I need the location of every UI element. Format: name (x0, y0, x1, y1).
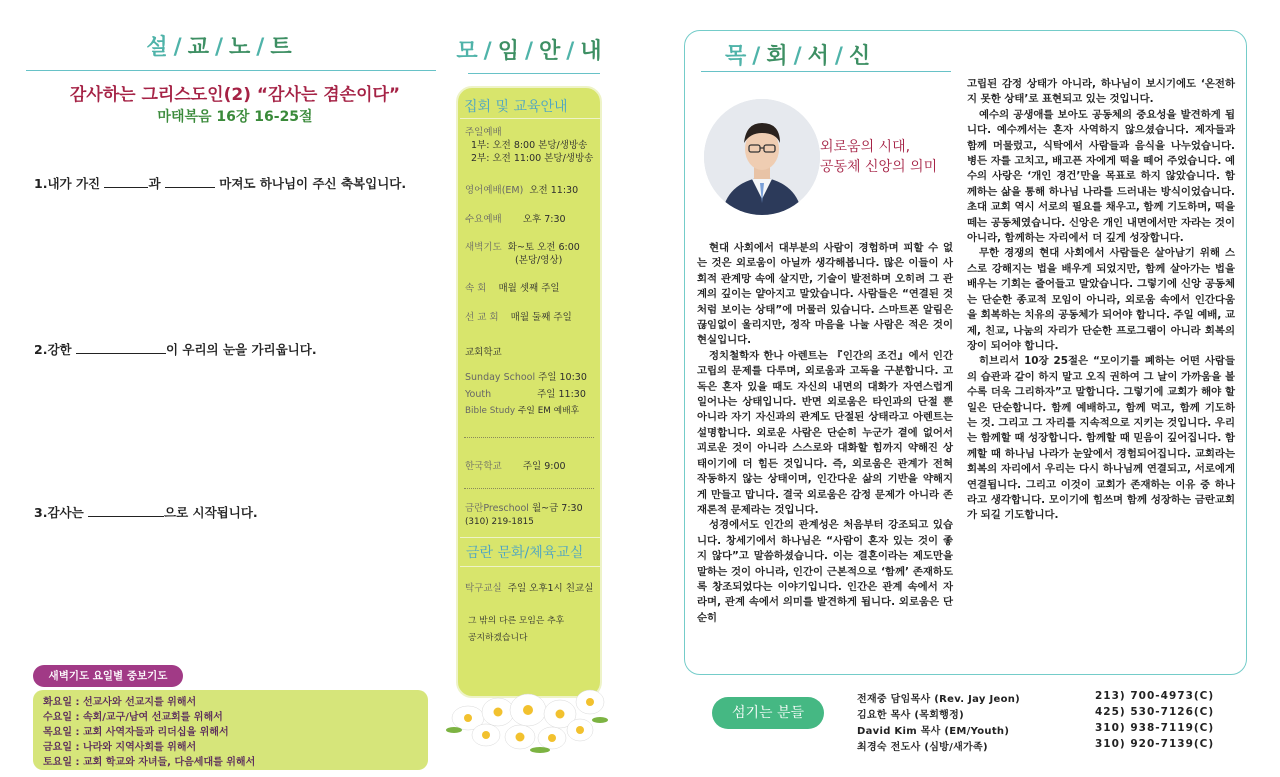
letter-body-left: 현대 사회에서 대부분의 사람이 경험하며 피할 수 없는 것은 외로움이 아닐까 생각해봅니다. 많은 이들이 사회적 관계망 속에 살지만, 기술이 발전하며 오히려 그 관계의 깊이는 얕아지고 말았습니다. 사람들은 “연결된 것처럼 보이는 상태”에 머물러 있습니다. 스마트폰 알림은 끊임없이 울리지만, 정작 마음을 나눌 사람은 적은 것이 현실입니다. 정치철학자 한나 아렌트는 『인간의 조건』에서 인간 고립의 문제를 다루며, 외로움과 고독을 구분합니다. 고독은 혼자 있을 때도 자신의 내면의 대화가 자연스럽게 일어나는 상태입니다. 반면 외로움은 타인과의 단절 뿐 아니라 자기 자신과의 관계도 단절된 상태라고 아렌트는 설명합니다. 외로운 사람은 단순히 누군가 곁에 없어서 괴로운 것이 아니라 스스로와 대화할 힘까지 약해진 상태이기에 더 힘든 것입니다. 즉, 외로움은 관계가 전혀 작동하지 않는 상태이며, 인간다운 삶의 기반을 약해지게 만들고 맙니다. 결국 외로움은 감정 문제가 아니라 존재론적 문제라는 것입니다. 성경에서도 인간의 관계성은 처음부터 강조되고 있습니다. 창세기에서 하나님은 “사람이 혼자 있는 것이 좋지 않다”고 말씀하셨습니다. 이는 결혼이라는 제도만을 말하는 것이 아니라, 인간이 근본적으로 ‘함께’ 존재하도록 창조되었다는 이야기입니다. 인간은 관계 속에서 자라며, 관계 속에서 의미를 발견하게 됩니다. 외로움은 단순히 (697, 242, 953, 624)
header-divider (26, 70, 436, 71)
section-divider (460, 566, 600, 567)
fill-blank[interactable] (88, 506, 164, 517)
meeting-guide-header: 모 / 임 / 안 / 내 (456, 39, 604, 64)
fill-blank[interactable] (76, 343, 166, 354)
church-school-label: 교회학교 (465, 347, 502, 358)
question-1: 1.내가 가진 과 마져도 하나님이 주신 축복입니다. (34, 176, 407, 191)
staff-phone: 425) 530-7126(C) (1095, 706, 1215, 718)
sermon-reference: 마태복음 16장 16-25절 (157, 109, 313, 125)
prayer-list (33, 690, 428, 770)
header-divider (468, 73, 600, 74)
prayer-item: 토요일 : 교회 학교와 자녀들, 다음세대를 위해서 (43, 757, 256, 768)
staff-label: 섬기는 분들 (712, 697, 824, 729)
wednesday-worship: 수요예배 오후 7:30 (465, 214, 566, 225)
notice: 그 밖의 다른 모임은 추후 공지하겠습니다 (468, 616, 565, 643)
staff-name: David Kim 목사 (EM/Youth) (857, 726, 1010, 737)
sermon-title: 감사하는 그리스도인(2) “감사는 겸손이다” (69, 85, 401, 105)
cell-group: 속 회 매월 셋째 주일 (465, 283, 560, 294)
prayer-item: 금요일 : 나라와 지역사회를 위해서 (43, 742, 197, 753)
bible-study: Bible Study 주일 EM 예배후 (465, 406, 580, 416)
staff-name: 최경숙 전도사 (심방/새가족) (857, 742, 988, 753)
staff-phone: 310) 920-7139(C) (1095, 738, 1215, 750)
staff-phone: 310) 938-7119(C) (1095, 722, 1215, 734)
mission-group: 선 교 회 매월 둘째 주일 (465, 312, 572, 323)
korean-school: 한국학교 주일 9:00 (465, 461, 566, 472)
dotted-divider (464, 488, 594, 489)
letter-title: 외로움의 시대, 공동체 신앙의 의미 (820, 139, 938, 175)
staff-name: 전재중 담임목사 (Rev. Jay Jeon) (857, 694, 1021, 705)
section-divider (460, 537, 600, 538)
prayer-label: 새벽기도 요일별 중보기도 (33, 665, 183, 687)
section-divider (460, 118, 600, 119)
section-title-culture: 금란 문화/체육교실 (466, 545, 584, 561)
staff-phone: 213) 700-4973(C) (1095, 690, 1215, 702)
meeting-guide-section (440, 0, 620, 777)
staff-name: 김요한 목사 (목회행정) (857, 710, 964, 721)
prayer-item: 수요일 : 속회/교구/남여 선교회를 위해서 (43, 712, 223, 723)
question-2: 2.강한 이 우리의 눈을 가리웁니다. (34, 342, 317, 357)
ping-pong-class: 탁구교실 주일 오후1시 친교실 (465, 583, 594, 594)
daisy-flowers-illustration (440, 680, 620, 755)
sermon-note-header: 설 / 교 / 노 / 트 (146, 35, 294, 60)
fill-blank[interactable] (104, 177, 148, 188)
fill-blank[interactable] (165, 177, 215, 188)
preschool: 금란Preschool 월~금 7:30 (310) 219-1815 (465, 503, 583, 527)
sermon-note-section (0, 0, 440, 777)
sunday-school: Sunday School 주일 10:30 (465, 372, 587, 383)
letter-body-right: 고립된 감정 상태가 아니라, 하나님이 보시기에도 ‘온전하지 못한 상태’로 표현되고 있는 것입니다. 예수의 공생애를 보아도 공동체의 중요성을 발견하게 됩니다. 예수께서는 혼자 사역하지 않으셨습니다. 제자들과 함께 머물렀고, 식탁에서 사람들과 음식을 나누었습니다. 병든 자를 고치고, 배고픈 자에게 떡을 떼어 주었습니다. 예수의 사랑은 ‘개인 경건’만을 목표로 하지 않았습니다. 함께하는 삶을 통해 하나님 나라를 드러내는 방식이었습니다. 초대 교회 역시 서로의 필요를 채우고, 함께 기도하며, 떡을 떼는 공동체였습니다. 신앙은 개인 내면에서만 자라는 것이 아니라, 함께하는 자리에서 더 깊게 성장합니다. 무한 경쟁의 현대 사회에서 사람들은 살아남기 위해 스스로 강해지는 법을 배우게 되었지만, 함께 살아가는 법을 배우는 기회는 줄어들고 말았습니다. 그렇기에 신앙 공동체는 단순한 종교적 모임이 아니라, 외로움 속에서 인간다움을 회복하는 치유의 공동체가 되어야 합니다. 주일 예배, 교제, 친교, 나눔의 자리가 단순한 프로그램이 아니라 회복의 장이 되어야 합니다. 히브리서 10장 25절은 “모이기를 폐하는 어떤 사람들의 습관과 같이 하지 말고 오직 권하여 그 날이 가까움을 볼수록 더욱 그리하자”고 말합니다. 그렇기에 교회가 해야 할 일은 단순합니다. 함께 예배하고, 함께 먹고, 함께 기도하는 것. 그리고 그 자리를 지속적으로 지키는 것입니다. 우리는 함께할 때 성장합니다. 함께할 때 믿음이 깊어집니다. 함께할 때 하나님 나라가 눈앞에서 경험되어집니다. 교회라는 회복의 자리에서 우리는 다시 하나님께 연결되고, 서로에게 연결됩니다. 그리고 이것이 교회가 존재하는 이유 중 하나라고 생각합니다. 모이기에 힘쓰며 함께 성장하는 금란교회가 되길 기도합니다. (967, 78, 1235, 522)
em-worship: 영어예배(EM) 오전 11:30 (465, 185, 579, 196)
dawn-prayer: 새벽기도 화~토 오전 6:00 (본당/영상) (465, 242, 580, 266)
prayer-item: 화요일 : 선교사와 선교지를 위해서 (43, 697, 197, 708)
pastor-letter-section (684, 30, 1247, 675)
question-3: 3.감사는 으로 시작됩니다. (34, 505, 258, 520)
pastor-letter-header: 목 / 회 / 서 / 신 (725, 44, 873, 69)
section-title-meetings: 집회 및 교육안내 (464, 99, 568, 115)
prayer-item: 목요일 : 교회 사역자들과 리더십을 위해서 (43, 727, 229, 738)
sunday-worship: 주일예배 1부: 오전 8:00 본당/생방송 2부: 오전 11:00 본당/생방송 (465, 127, 594, 164)
header-divider (701, 71, 951, 72)
pastor-photo (704, 99, 820, 215)
dotted-divider (464, 437, 594, 438)
youth: Youth 주일 11:30 (465, 389, 586, 400)
